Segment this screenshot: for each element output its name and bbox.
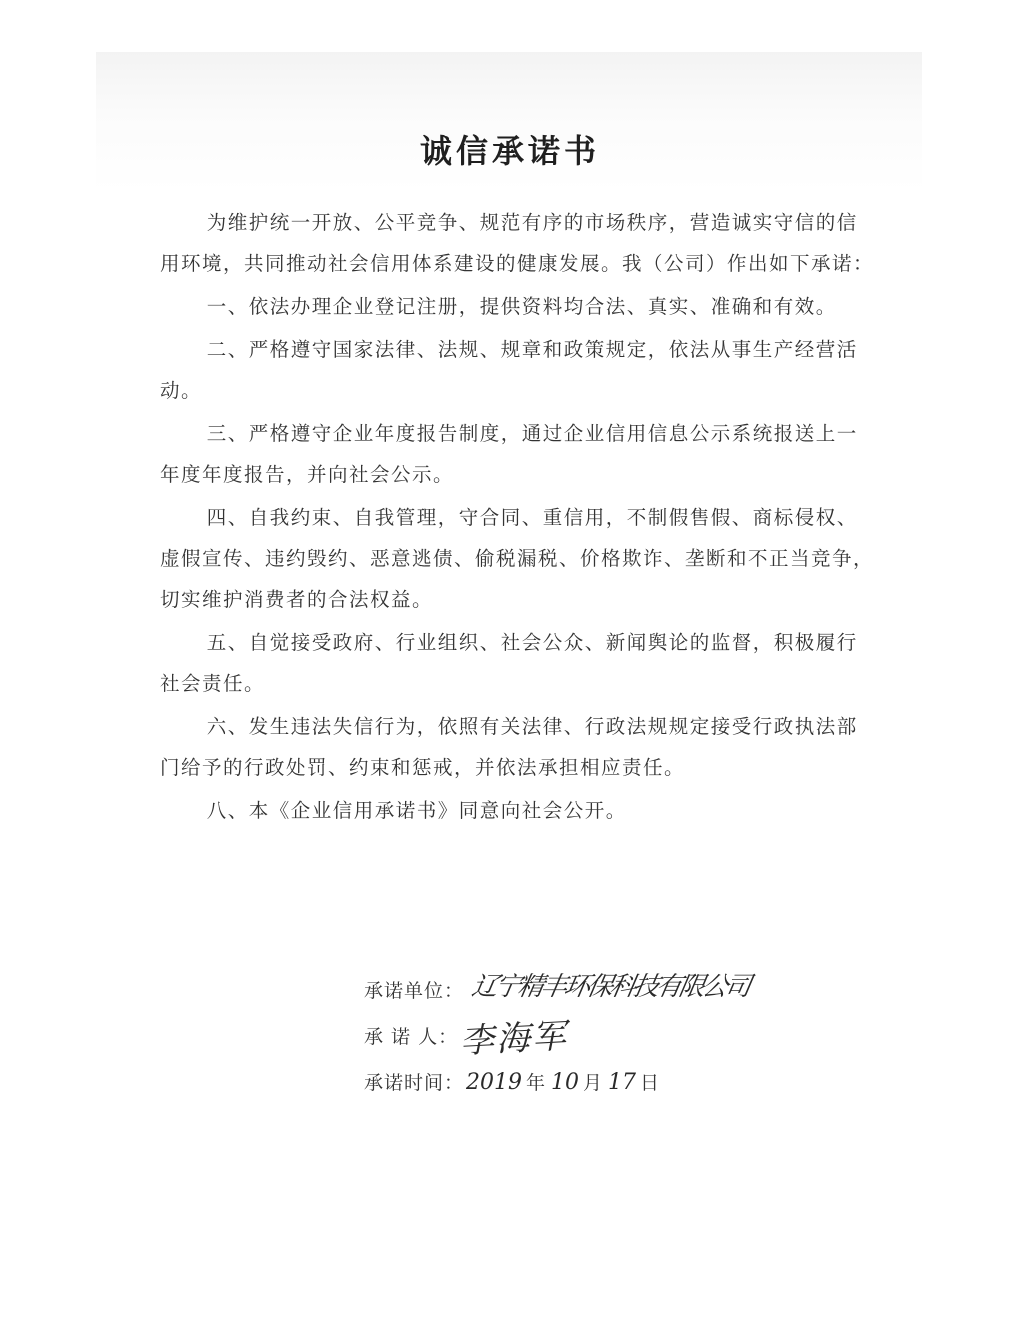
date-day-unit: 日 [640, 1072, 660, 1094]
document-body [160, 202, 874, 833]
date-month: 10 [551, 1070, 580, 1095]
commitment-item-5: 五、自觉接受政府、行业组织、社会公众、新闻舆论的监督，积极履行社会责任。 [160, 631, 858, 695]
commitment-item-2: 二、严格遵守国家法律、法规、规章和政策规定，依法从事生产经营活动。 [160, 338, 858, 402]
date-day: 17 [608, 1070, 637, 1095]
person-row [364, 1014, 784, 1060]
commitment-item-4: 四、自我约束、自我管理，守合同、重信用，不制假售假、商标侵权、虚假宣传、违约毁约、恶意逃债、偷税漏税、价格欺诈、垄断和不正当竞争，切实维护消费者的合法权益。 [160, 506, 875, 611]
commitment-item-6: 六、发生违法失信行为，依照有关法律、行政法规规定接受行政执法部门给予的行政处罚、约束和惩戒，并依法承担相应责任。 [160, 715, 858, 779]
person-handwritten-signature: 李海军 [459, 1016, 569, 1062]
signature-block [364, 968, 784, 1106]
date-year-unit: 年 [526, 1072, 546, 1094]
date-label: 承诺时间： [364, 1072, 465, 1094]
commitment-item-1: 一、依法办理企业登记注册，提供资料均合法、真实、准确和有效。 [206, 295, 837, 318]
date-row [364, 1060, 784, 1106]
intro-paragraph: 为维护统一开放、公平竞争、规范有序的市场秩序，营造诚实守信的信用环境，共同推动社会信用体系建设的健康发展。我（公司）作出如下承诺： [160, 211, 875, 275]
date-month-unit: 月 [583, 1072, 603, 1094]
commitment-item-8: 八、本《企业信用承诺书》同意向社会公开。 [206, 799, 627, 822]
commitment-item-3: 三、严格遵守企业年度报告制度，通过企业信用信息公示系统报送上一年度年度报告，并向社会公示。 [160, 422, 858, 486]
unit-handwritten-name: 辽宁精丰环保科技有限公司 [469, 972, 751, 1002]
unit-row [364, 968, 784, 1014]
unit-label: 承诺单位： [364, 980, 465, 1002]
date-year: 2019 [466, 1070, 523, 1095]
document-title: 诚信承诺书 [419, 132, 600, 170]
person-label: 承 诺 人： [364, 1026, 459, 1048]
